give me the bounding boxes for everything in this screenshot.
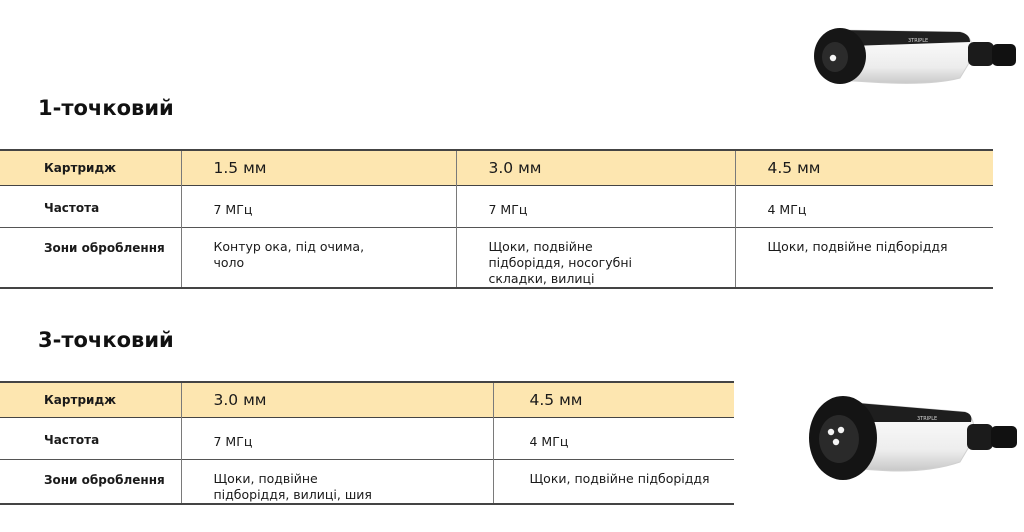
table-row-frequency: [0, 186, 993, 228]
zones-value: [456, 228, 735, 289]
row-label-frequency: Частота: [44, 433, 100, 447]
brand-text: 3TRIPLE: [908, 38, 929, 44]
brand-text: 3TRIPLE: [917, 416, 938, 422]
section-title-1-point: 1-точковий: [38, 96, 174, 120]
zones-value: [181, 460, 493, 505]
row-label-zones: Зони оброблення: [44, 473, 165, 487]
cartridge-value: 4.5 мм: [735, 150, 993, 186]
frequency-value: 7 МГц: [181, 418, 493, 460]
zones-line: чоло: [213, 255, 245, 270]
cartridge-value: 1.5 мм: [181, 150, 456, 186]
table-row-cartridge: [0, 382, 734, 418]
zones-value: [181, 228, 456, 289]
row-label-cartridge: Картридж: [0, 382, 181, 418]
cartridge-value: 4.5 мм: [493, 382, 734, 418]
spec-table-3-point: [0, 381, 734, 505]
device-1-point-image: [810, 20, 1020, 90]
table-row-zones: [0, 228, 993, 289]
cartridge-value: 3.0 мм: [181, 382, 493, 418]
section-title-3-point: 3-точковий: [38, 328, 174, 352]
zones-value: [493, 460, 734, 505]
row-label-zones: Зони оброблення: [44, 241, 165, 255]
row-label-cartridge: Картридж: [0, 150, 181, 186]
table-row-cartridge: [0, 150, 993, 186]
frequency-value: 4 МГц: [735, 186, 993, 228]
device-3-point-image: [805, 392, 1020, 484]
zones-value: [735, 228, 993, 289]
table-row-frequency: [0, 418, 734, 460]
row-label-frequency: Частота: [44, 201, 100, 215]
frequency-value: 4 МГц: [493, 418, 734, 460]
frequency-value: 7 МГц: [456, 186, 735, 228]
zones-line: Щоки, подвійне: [488, 239, 593, 254]
zones-line: Щоки, подвійне підборіддя: [767, 239, 948, 254]
frequency-value: 7 МГц: [181, 186, 456, 228]
zones-line: Щоки, подвійне підборіддя: [529, 471, 710, 486]
zones-line: складки, вилиці: [488, 271, 595, 286]
table-row-zones: [0, 460, 734, 505]
spec-table-1-point: [0, 149, 993, 289]
cartridge-value: 3.0 мм: [456, 150, 735, 186]
zones-line: Щоки, подвійне: [213, 471, 318, 486]
zones-line: підборіддя, носогубні: [488, 255, 632, 270]
zones-line: підборіддя, вилиці, шия: [213, 487, 372, 502]
zones-line: Контур ока, під очима,: [213, 239, 365, 254]
